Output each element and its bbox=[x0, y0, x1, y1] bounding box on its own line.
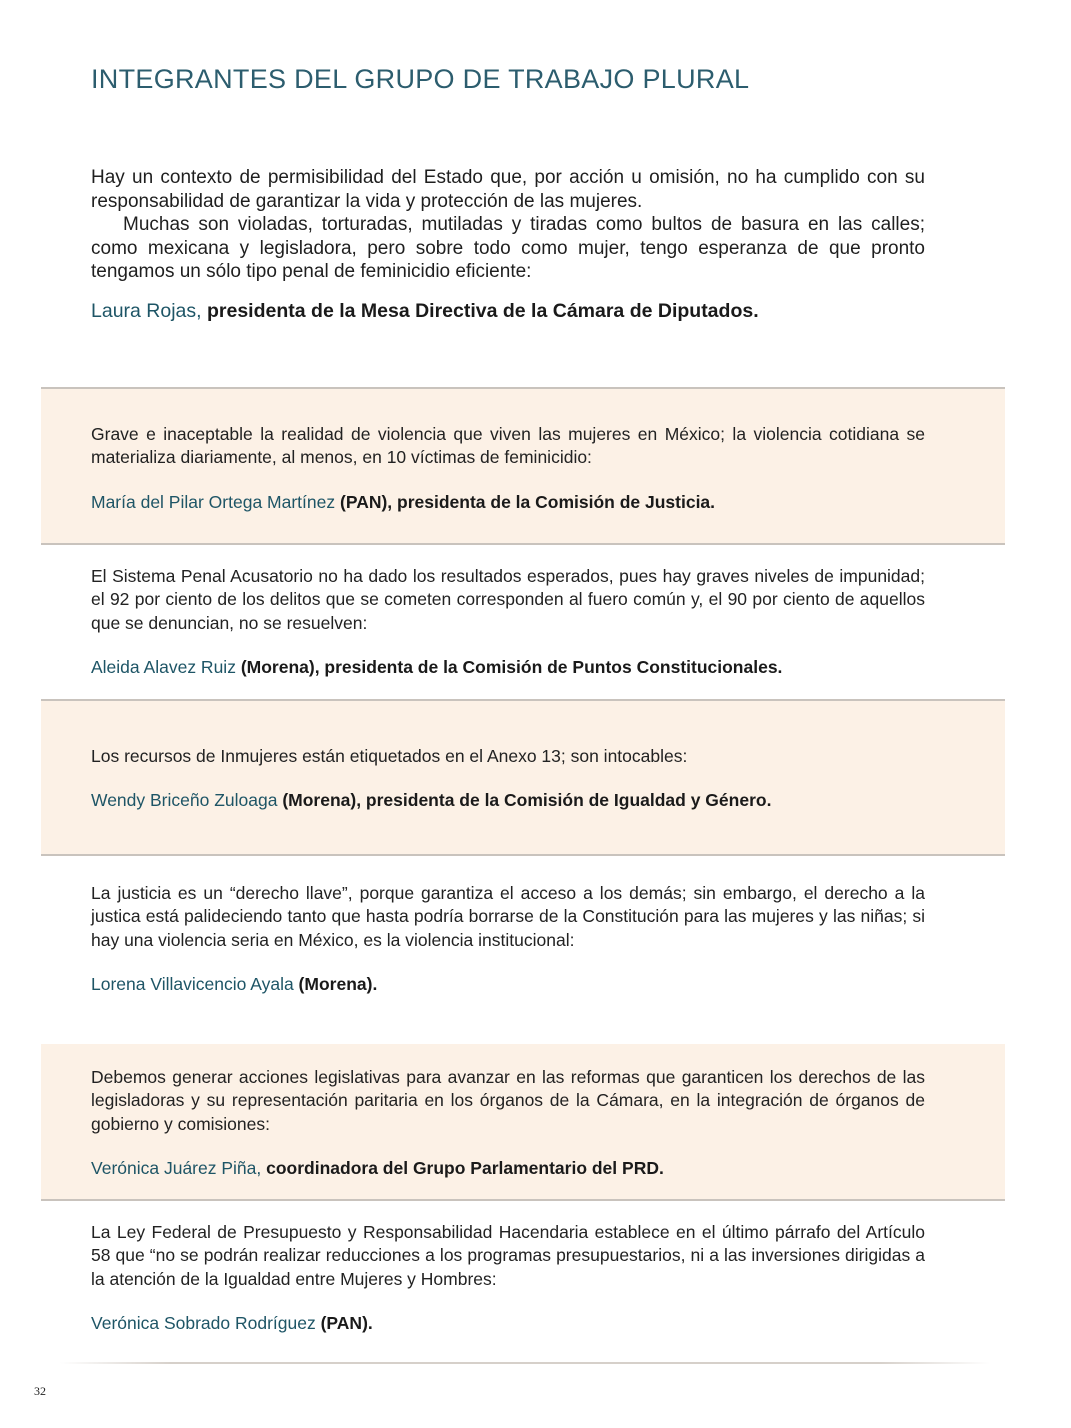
speaker-role: (PAN), presidenta de la Comisión de Justicia. bbox=[335, 491, 716, 512]
speaker-role: (Morena). bbox=[293, 973, 378, 994]
speaker-name: Wendy Briceño Zuloaga bbox=[91, 790, 278, 811]
intro-paragraph-1: Hay un contexto de permisibilidad del Estado que, por acción u omisión, no ha cumplido con su responsabilidad de garantizar la vida y protección de las mujeres. bbox=[91, 167, 925, 212]
speaker-name: Lorena Villavicencio Ayala bbox=[91, 973, 294, 994]
quote-attribution bbox=[91, 790, 925, 811]
page-title: INTEGRANTES DEL GRUPO DE TRABAJO PLURAL bbox=[91, 64, 750, 94]
speaker-name: Laura Rojas, bbox=[91, 299, 202, 322]
page-number: 32 bbox=[34, 1384, 46, 1398]
quote-text: Grave e inaceptable la realidad de violencia que viven las mujeres en México; la violencia cotidiana se materializa diariamente, al menos, en 10 víctimas de feminicidio: bbox=[91, 424, 925, 468]
quote-text: La Ley Federal de Presupuesto y Responsabilidad Hacendaria establece en el último párrafo del Artículo 58 que “no se podrán realizar reducciones a los programas presupuestarios, ni a las inversiones dirigidas a la atención de la Igualdad entre Mujeres y Hombres: bbox=[91, 1222, 925, 1289]
quote-block-2 bbox=[41, 545, 1005, 699]
speaker-name: Verónica Sobrado Rodríguez bbox=[91, 1312, 316, 1333]
speaker-name: Aleida Alavez Ruiz bbox=[91, 656, 236, 677]
intro-paragraph-2: Muchas son violadas, torturadas, mutiladas y tiradas como bultos de basura en las calles; como mexicana y legisladora, pero sobre todo como mujer, tengo esperanza de que pronto tengamos un sólo tipo penal de feminicidio eficiente: bbox=[91, 214, 925, 282]
speaker-name: Verónica Juárez Piña, bbox=[91, 1157, 262, 1178]
quote-block-4 bbox=[41, 856, 1005, 1042]
quote-attribution bbox=[91, 1313, 925, 1334]
quote-text: La justicia es un “derecho llave”, porque garantiza el acceso a los demás; sin embargo, el derecho a la justica está palideciendo tanto que hasta podría borrarse de la Constitución para las mujeres y las niñas; si hay una violencia seria en México, es la violencia institucional: bbox=[91, 883, 925, 950]
quote-block-6 bbox=[41, 1201, 1005, 1361]
speaker-name: María del Pilar Ortega Martínez bbox=[91, 491, 336, 512]
quote-block-1 bbox=[41, 389, 1005, 544]
speaker-role: (Morena), presidenta de la Comisión de Puntos Constitucionales. bbox=[235, 656, 783, 677]
divider bbox=[60, 1362, 990, 1364]
speaker-role: coordinadora del Grupo Parlamentario del PRD. bbox=[261, 1157, 664, 1178]
quote-text: El Sistema Penal Acusatorio no ha dado los resultados esperados, pues hay graves niveles de impunidad; el 92 por ciento de los delitos que se cometen corresponden al fuero común y, el 90 por ciento de aquellos que se denuncian, no se resuelven: bbox=[91, 566, 925, 633]
quote-block-3 bbox=[41, 701, 1005, 855]
quote-attribution bbox=[91, 974, 925, 995]
quote-attribution bbox=[91, 657, 925, 678]
quote-attribution bbox=[91, 492, 925, 513]
speaker-role: presidenta de la Mesa Directiva de la Cámara de Diputados. bbox=[201, 299, 759, 322]
quote-attribution bbox=[91, 1158, 925, 1179]
intro-attribution bbox=[91, 300, 925, 324]
quote-block-5 bbox=[41, 1044, 1005, 1199]
speaker-role: (Morena), presidenta de la Comisión de Igualdad y Género. bbox=[277, 790, 772, 811]
intro-section bbox=[91, 166, 925, 323]
quote-text: Debemos generar acciones legislativas para avanzar en las reformas que garanticen los derechos de las legisladoras y su representación paritaria en los órganos de la Cámara, en la integración de órganos de gobierno y comisiones: bbox=[91, 1067, 925, 1134]
speaker-role: (PAN). bbox=[315, 1312, 373, 1333]
quote-text: Los recursos de Inmujeres están etiquetados en el Anexo 13; son intocables: bbox=[91, 746, 688, 766]
